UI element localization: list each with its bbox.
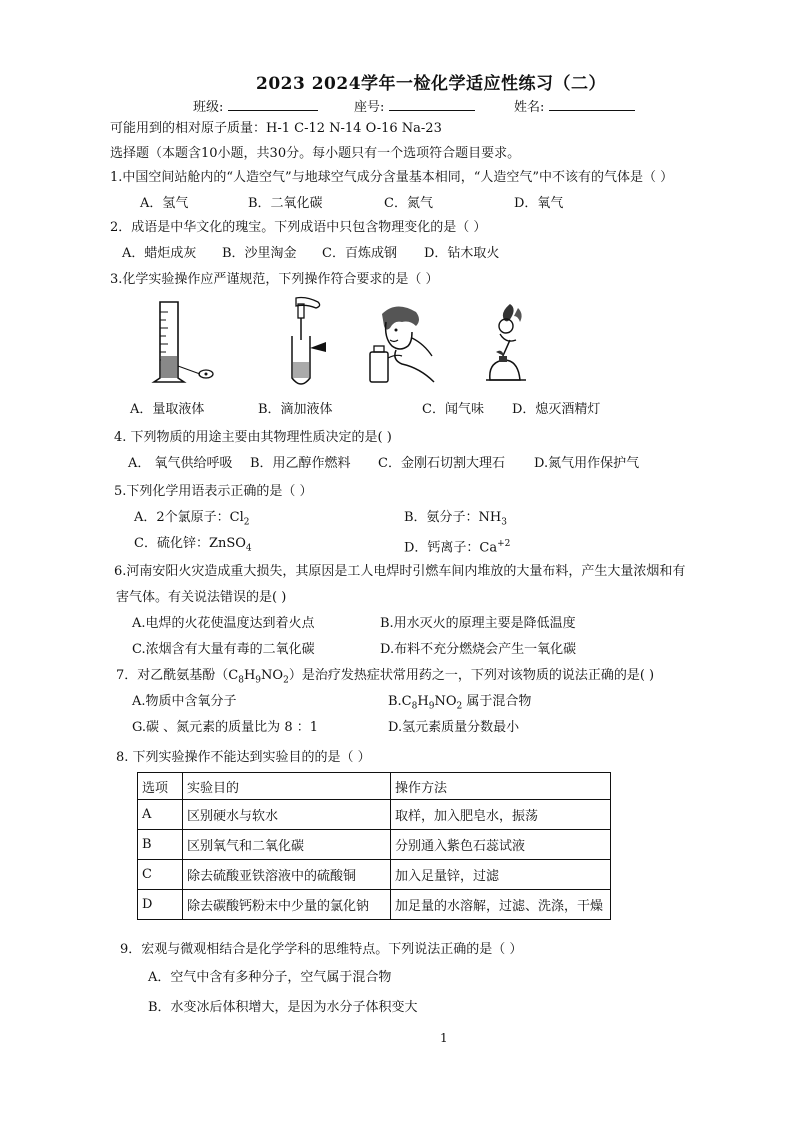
q7-option-a: A.物质中含氧分子 xyxy=(132,694,237,709)
q7-no: NO xyxy=(261,668,284,683)
question-1-stem: 1.中国空间站舱内的“人造空气”与地球空气成分含量基本相同，“人造空气”中不该有的气体是（ ） xyxy=(110,170,674,185)
seat-label: 座号: xyxy=(354,100,385,115)
q7-b-o-sub: 2 xyxy=(456,701,463,712)
question-2-stem: 2．成语是中华文化的瑰宝。下列成语中只包含物理变化的是（ ） xyxy=(110,220,487,235)
q7-b-c-sub: 8 xyxy=(411,701,418,712)
name-label: 姓名: xyxy=(514,100,545,115)
q7-option-b xyxy=(388,694,531,715)
table-row xyxy=(138,830,611,860)
q5-option-d-sup: +2 xyxy=(497,539,511,549)
q3-option-b: B．滴加液体 xyxy=(258,402,333,417)
q5-option-a-sub: 2 xyxy=(243,517,250,528)
q5-option-b-sub: 3 xyxy=(501,517,507,528)
table-header-purpose: 实验目的 xyxy=(183,773,391,800)
q6-option-c: C.浓烟含有大量有毒的二氧化碳 xyxy=(132,642,315,657)
table-cell: 加入足量锌，过滤 xyxy=(391,860,611,890)
alcohol-lamp-figure xyxy=(482,300,540,384)
q7-b-h-sub: 9 xyxy=(428,701,435,712)
question-6-stem-line2: 害气体。有关说法错误的是( ) xyxy=(116,590,287,605)
table-row xyxy=(138,860,611,890)
table-header-method: 操作方法 xyxy=(391,773,611,800)
q7-h-sub: 9 xyxy=(255,675,262,686)
class-field xyxy=(193,98,318,116)
q5-option-d xyxy=(404,536,510,556)
q7-h: H xyxy=(243,668,256,683)
q3-option-a: A．量取液体 xyxy=(130,402,205,417)
question-3-stem: 3.化学实验操作应严谨规范，下列操作符合要求的是（ ） xyxy=(110,272,439,287)
q2-option-a: A．蜡炬成灰 xyxy=(122,246,197,261)
q5-option-b-text: B．氨分子：NH xyxy=(404,510,502,525)
q1-option-a: A．氢气 xyxy=(140,196,189,211)
q5-option-d-text: D．钙离子：Ca xyxy=(404,540,498,556)
question-6-stem-line1: 6.河南安阳火灾造成重大损失，其原因是工人电焊时引燃车间内堆放的大量布料，产生大量浓烟和有 xyxy=(114,564,686,579)
q4-option-b: B．用乙醇作燃料 xyxy=(250,456,351,471)
q2-option-c: C．百炼成钢 xyxy=(322,246,397,261)
q7-b-tail: 属于混合物 xyxy=(462,694,532,709)
table-cell: D xyxy=(138,890,183,920)
q5-option-c-sub: 4 xyxy=(245,543,252,554)
q8-options-table xyxy=(137,772,611,920)
q7-c-sub: 8 xyxy=(238,675,244,686)
q5-option-a-text: A．2个氯原子：Cl xyxy=(134,510,244,525)
q7-option-b-pre: B.C xyxy=(388,694,412,709)
q7-b-no: NO xyxy=(434,694,457,709)
q4-option-a: A． 氧气供给呼吸 xyxy=(128,456,233,471)
q9-option-b: B．水变冰后体积增大，是因为水分子体积变大 xyxy=(148,1000,418,1015)
q7-option-d: D.氢元素质量分数最小 xyxy=(388,720,520,735)
table-cell: 区别氧气和二氧化碳 xyxy=(183,830,391,860)
table-row xyxy=(138,800,611,830)
q2-option-d: D．钻木取火 xyxy=(424,246,500,261)
atomic-masses: 可能用到的相对原子质量：H-1 C-12 N-14 O-16 Na-23 xyxy=(110,121,442,136)
table-cell: B xyxy=(138,830,183,860)
seat-blank[interactable] xyxy=(389,98,475,111)
table-header-row xyxy=(138,773,611,800)
q6-option-a: A.电焊的火花使温度达到着火点 xyxy=(132,616,315,631)
q3-option-d: D．熄灭酒精灯 xyxy=(512,402,601,417)
q6-option-b: B.用水灭火的原理主要是降低温度 xyxy=(380,616,576,631)
table-cell: 除去硫酸亚铁溶液中的硫酸铜 xyxy=(183,860,391,890)
table-cell: A xyxy=(138,800,183,830)
q7-o-sub: 2 xyxy=(283,675,289,686)
q1-option-c: C．氮气 xyxy=(384,196,433,211)
page-number: 1 xyxy=(440,1031,448,1045)
q5-option-c xyxy=(134,536,252,557)
dropper-test-tube-figure xyxy=(278,296,334,390)
table-cell: 加足量的水溶解，过滤、洗涤，干燥 xyxy=(391,890,611,920)
q7-b-h: H xyxy=(417,694,429,709)
class-blank[interactable] xyxy=(228,98,318,111)
q7-stem-post: ）是治疗发热症状常用药之一，下列对该物质的说法正确的是( ) xyxy=(288,668,655,683)
q9-option-a: A．空气中含有多种分子，空气属于混合物 xyxy=(148,970,392,985)
page-title: 2023 2024学年一检化学适应性练习（二） xyxy=(256,74,607,94)
table-cell: C xyxy=(138,860,183,890)
seat-field xyxy=(354,98,475,116)
section-instructions: 选择题（本题含10小题，共30分。每小题只有一个选项符合题目要求。 xyxy=(110,146,521,161)
name-field xyxy=(514,98,635,116)
table-cell: 区别硬水与软水 xyxy=(183,800,391,830)
question-9-stem: 9．宏观与微观相结合是化学学科的思维特点。下列说法正确的是（ ） xyxy=(120,942,523,957)
q6-option-d: D.布料不充分燃烧会产生一氧化碳 xyxy=(380,642,577,657)
table-cell: 分别通入紫色石蕊试液 xyxy=(391,830,611,860)
table-cell: 取样，加入肥皂水，振荡 xyxy=(391,800,611,830)
table-header-option: 选项 xyxy=(138,773,183,800)
q4-option-d: D.氮气用作保护气 xyxy=(534,456,640,471)
q7-stem-pre: 7．对乙酰氨基酚（C xyxy=(116,668,239,683)
question-4-stem: 4. 下列物质的用途主要由其物理性质决定的是( ) xyxy=(114,430,392,445)
name-blank[interactable] xyxy=(549,98,635,111)
question-5-stem: 5.下列化学用语表示正确的是（ ） xyxy=(114,484,313,499)
q4-option-c: C．金刚石切割大理石 xyxy=(378,456,505,471)
q2-option-b: B．沙里淘金 xyxy=(222,246,297,261)
table-cell: 除去碳酸钙粉末中少量的氯化钠 xyxy=(183,890,391,920)
smell-gas-figure xyxy=(366,300,438,384)
graduated-cylinder-figure xyxy=(148,298,218,390)
q5-option-a xyxy=(134,510,250,531)
q5-option-c-text: C．硫化锌：ZnSO xyxy=(134,536,246,551)
q5-option-b xyxy=(404,510,507,531)
q1-option-b: B．二氧化碳 xyxy=(248,196,323,211)
question-8-stem: 8. 下列实验操作不能达到实验目的的是（ ） xyxy=(116,750,371,765)
q3-option-c: C．闻气味 xyxy=(422,402,484,417)
question-7-stem xyxy=(116,668,654,689)
q7-option-c: G.碳 、氮元素的质量比为 8 ：1 xyxy=(132,720,318,735)
class-label: 班级: xyxy=(193,100,224,115)
table-row xyxy=(138,890,611,920)
q1-option-d: D．氧气 xyxy=(514,196,564,211)
